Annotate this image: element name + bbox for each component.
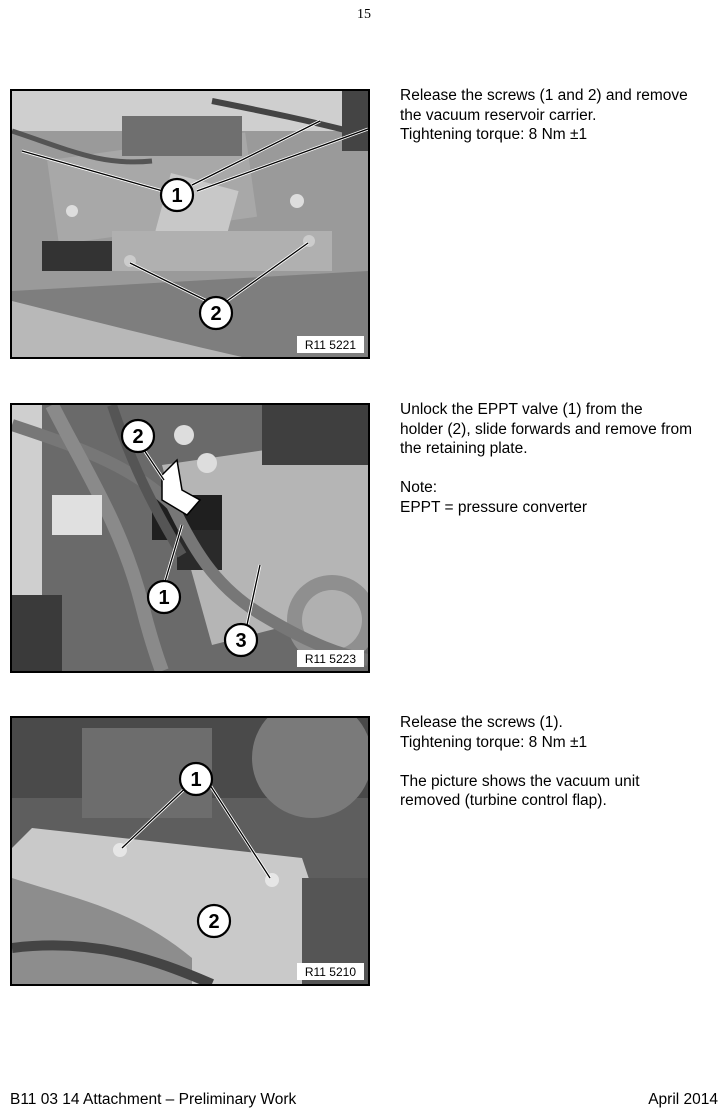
svg-text:3: 3 — [235, 630, 247, 652]
callout-2 — [200, 297, 232, 329]
instruction-line: Tightening torque: 8 Nm ±1 — [400, 733, 588, 751]
image-code: R11 5221 — [297, 336, 364, 353]
step-2-photo — [10, 403, 370, 673]
instruction-line: holder (2), slide forwards and remove from — [400, 420, 693, 438]
callout-1 — [148, 581, 180, 613]
image-code: R11 5223 — [297, 650, 364, 667]
step-1-instructions — [400, 86, 725, 145]
svg-text:2: 2 — [210, 303, 222, 325]
step-1-photo — [10, 89, 370, 359]
footer-document-title: B11 03 14 Attachment – Preliminary Work — [10, 1091, 297, 1108]
instruction-line: Unlock the EPPT valve (1) from the — [400, 401, 643, 418]
step-3-photo — [10, 716, 370, 986]
instruction-line: the retaining plate. — [400, 440, 528, 457]
page-number: 15 — [357, 7, 371, 22]
image-code: R11 5210 — [297, 963, 364, 980]
engine-bay-photo-1 — [12, 91, 368, 357]
svg-text:2: 2 — [132, 426, 144, 448]
svg-text:2: 2 — [208, 911, 220, 933]
instruction-line: The picture shows the vacuum unit — [400, 772, 640, 790]
instruction-line: removed (turbine control flap). — [400, 792, 607, 809]
step-2-instructions — [400, 400, 725, 517]
svg-text:1: 1 — [190, 769, 202, 791]
engine-bay-photo-3 — [12, 718, 368, 984]
engine-bay-photo-2 — [12, 405, 368, 671]
callout-1 — [161, 179, 193, 211]
callout-2 — [122, 420, 154, 452]
callout-2 — [198, 905, 230, 937]
svg-text:1: 1 — [158, 587, 170, 609]
instruction-line: Release the screws (1). — [400, 714, 563, 731]
note-text: EPPT = pressure converter — [400, 498, 588, 516]
instruction-line: Release the screws (1 and 2) and remove — [400, 87, 688, 104]
instruction-line: Tightening torque: 8 Nm ±1 — [400, 126, 588, 143]
svg-text:1: 1 — [171, 185, 183, 207]
callout-3 — [225, 624, 257, 656]
footer-date: April 2014 — [648, 1091, 718, 1108]
note-label: Note: — [400, 479, 438, 496]
instruction-line: the vacuum reservoir carrier. — [400, 106, 597, 124]
callout-1 — [180, 763, 212, 795]
step-3-instructions — [400, 713, 725, 811]
